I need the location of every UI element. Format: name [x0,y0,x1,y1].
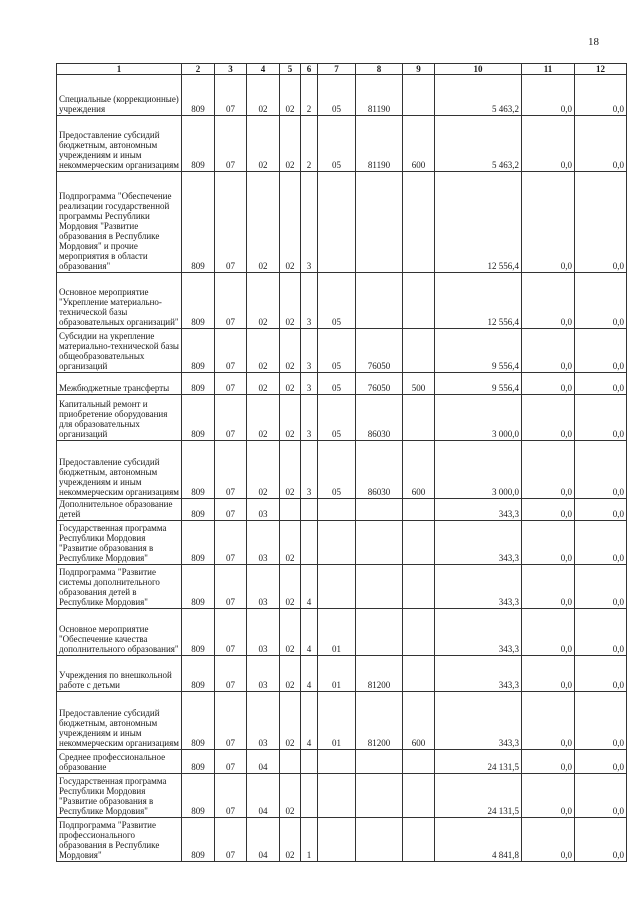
value-cell: 809 [182,656,215,692]
row-name-cell: Субсидии на укрепление материально-технической базы общеобразовательных организаций [57,329,182,373]
value-cell: 02 [280,521,301,565]
value-cell: 3 000,0 [435,441,522,499]
value-cell: 76050 [356,329,403,373]
value-cell: 809 [182,75,215,116]
value-cell: 600 [403,692,435,750]
value-cell: 0,0 [575,521,627,565]
value-cell: 02 [280,116,301,172]
value-cell [356,750,403,774]
value-cell: 02 [247,329,280,373]
value-cell: 07 [215,273,247,329]
value-cell: 07 [215,565,247,609]
value-cell: 03 [247,565,280,609]
value-cell: 0,0 [522,172,575,273]
value-cell: 02 [280,273,301,329]
value-cell: 05 [318,273,356,329]
value-cell: 343,3 [435,609,522,656]
value-cell: 3 [301,329,318,373]
value-cell: 343,3 [435,499,522,521]
value-cell: 81190 [356,75,403,116]
value-cell: 0,0 [575,609,627,656]
value-cell: 343,3 [435,521,522,565]
table-row [57,441,627,499]
value-cell [403,329,435,373]
value-cell: 4 [301,565,318,609]
row-name-cell: Основное мероприятие "Обеспечение качества дополнительного образования" [57,609,182,656]
row-name-cell: Подпрограмма "Развитие системы дополнительного образования детей в Республике Мордовия" [57,565,182,609]
value-cell: 07 [215,521,247,565]
value-cell: 02 [247,273,280,329]
value-cell [356,521,403,565]
row-name-cell: Учреждения по внешкольной работе с детьми [57,656,182,692]
value-cell: 9 556,4 [435,329,522,373]
value-cell [356,273,403,329]
value-cell [403,656,435,692]
value-cell: 05 [318,441,356,499]
value-cell: 86030 [356,395,403,441]
table-row [57,329,627,373]
column-header: 9 [403,64,435,75]
value-cell: 07 [215,656,247,692]
value-cell [403,609,435,656]
value-cell: 809 [182,774,215,818]
value-cell: 07 [215,75,247,116]
row-name-cell: Межбюджетные трансферты [57,373,182,395]
value-cell: 24 131,5 [435,774,522,818]
row-name-cell: Основное мероприятие "Укрепление материально-технической базы образовательных организаций" [57,273,182,329]
value-cell: 0,0 [522,565,575,609]
value-cell: 03 [247,692,280,750]
value-cell: 809 [182,565,215,609]
row-name-cell: Государственная программа Республики Мордовия "Развитие образования в Республике Мордовия" [57,521,182,565]
value-cell: 01 [318,609,356,656]
value-cell: 809 [182,373,215,395]
table-row [57,75,627,116]
value-cell: 809 [182,116,215,172]
column-header: 2 [182,64,215,75]
value-cell: 07 [215,172,247,273]
value-cell: 03 [247,499,280,521]
row-name-cell: Государственная программа Республики Мордовия "Развитие образования в Республике Мордовия" [57,774,182,818]
value-cell: 5 463,2 [435,75,522,116]
value-cell: 0,0 [575,172,627,273]
table-row [57,116,627,172]
value-cell: 2 [301,75,318,116]
value-cell [356,499,403,521]
value-cell [403,818,435,862]
value-cell: 600 [403,116,435,172]
column-header: 12 [575,64,627,75]
row-name-cell: Подпрограмма "Обеспечение реализации государственной программы Республики Мордовия "Развитие образования в Республике Мордовия" и прочие мероприятия в области образования" [57,172,182,273]
value-cell: 0,0 [575,499,627,521]
value-cell: 01 [318,656,356,692]
value-cell: 81190 [356,116,403,172]
table-row [57,656,627,692]
value-cell: 809 [182,692,215,750]
column-header: 1 [57,64,182,75]
value-cell: 03 [247,609,280,656]
column-header: 8 [356,64,403,75]
value-cell: 343,3 [435,692,522,750]
value-cell [403,499,435,521]
value-cell: 07 [215,750,247,774]
value-cell: 809 [182,329,215,373]
value-cell [318,774,356,818]
value-cell [356,774,403,818]
value-cell: 0,0 [575,329,627,373]
value-cell: 03 [247,656,280,692]
value-cell: 0,0 [575,75,627,116]
table-row [57,692,627,750]
table-row [57,774,627,818]
value-cell: 0,0 [522,75,575,116]
value-cell: 07 [215,499,247,521]
value-cell: 2 [301,116,318,172]
value-cell: 809 [182,273,215,329]
value-cell: 0,0 [522,116,575,172]
row-name-cell: Подпрограмма "Развитие профессионального образования в Республике Мордовия" [57,818,182,862]
value-cell: 0,0 [522,609,575,656]
value-cell: 02 [280,441,301,499]
value-cell: 500 [403,373,435,395]
value-cell: 04 [247,818,280,862]
value-cell: 07 [215,609,247,656]
value-cell: 809 [182,521,215,565]
value-cell [280,750,301,774]
value-cell: 02 [280,565,301,609]
value-cell: 02 [247,441,280,499]
value-cell: 03 [247,521,280,565]
value-cell: 600 [403,441,435,499]
value-cell: 0,0 [522,750,575,774]
column-header: 7 [318,64,356,75]
value-cell: 0,0 [575,373,627,395]
value-cell: 0,0 [575,692,627,750]
column-header: 11 [522,64,575,75]
value-cell: 05 [318,75,356,116]
table-header-row [57,64,627,75]
value-cell: 343,3 [435,656,522,692]
value-cell: 12 556,4 [435,172,522,273]
value-cell: 07 [215,395,247,441]
table-row [57,818,627,862]
value-cell: 0,0 [522,395,575,441]
value-cell [318,521,356,565]
row-name-cell: Предоставление субсидий бюджетным, автономным учреждениям и иным некоммерческим организациям [57,116,182,172]
value-cell [280,499,301,521]
value-cell: 3 [301,395,318,441]
value-cell: 02 [280,329,301,373]
value-cell: 02 [280,609,301,656]
value-cell: 02 [247,373,280,395]
value-cell: 809 [182,172,215,273]
value-cell: 0,0 [575,750,627,774]
value-cell: 4 [301,692,318,750]
value-cell: 3 000,0 [435,395,522,441]
value-cell: 0,0 [575,818,627,862]
value-cell: 07 [215,818,247,862]
value-cell: 81200 [356,656,403,692]
row-name-cell: Предоставление субсидий бюджетным, автономным учреждениям и иным некоммерческим организациям [57,441,182,499]
row-name-cell: Специальные (коррекционные) учреждения [57,75,182,116]
value-cell: 01 [318,692,356,750]
value-cell [318,750,356,774]
value-cell [318,172,356,273]
value-cell: 0,0 [575,656,627,692]
value-cell [356,818,403,862]
value-cell: 0,0 [522,818,575,862]
value-cell [356,565,403,609]
value-cell: 07 [215,116,247,172]
value-cell [403,750,435,774]
value-cell: 0,0 [522,521,575,565]
value-cell: 809 [182,499,215,521]
value-cell: 07 [215,441,247,499]
value-cell: 0,0 [575,116,627,172]
table-row [57,609,627,656]
column-header: 3 [215,64,247,75]
row-name-cell: Среднее профессиональное образование [57,750,182,774]
value-cell: 4 [301,656,318,692]
row-name-cell: Предоставление субсидий бюджетным, автономным учреждениям и иным некоммерческим организациям [57,692,182,750]
value-cell: 3 [301,172,318,273]
value-cell: 02 [247,395,280,441]
value-cell: 02 [280,656,301,692]
table-row [57,521,627,565]
value-cell: 0,0 [522,273,575,329]
value-cell: 0,0 [575,774,627,818]
value-cell [356,172,403,273]
value-cell [403,774,435,818]
value-cell: 5 463,2 [435,116,522,172]
value-cell: 05 [318,373,356,395]
value-cell: 0,0 [575,565,627,609]
value-cell: 02 [280,818,301,862]
value-cell: 0,0 [522,441,575,499]
value-cell: 0,0 [575,395,627,441]
value-cell: 0,0 [575,273,627,329]
value-cell [318,499,356,521]
value-cell: 343,3 [435,565,522,609]
value-cell: 4 841,8 [435,818,522,862]
value-cell [301,521,318,565]
value-cell [403,565,435,609]
value-cell: 0,0 [575,441,627,499]
value-cell [403,273,435,329]
value-cell: 3 [301,441,318,499]
value-cell: 02 [247,172,280,273]
value-cell: 4 [301,609,318,656]
page-number: 18 [588,36,599,48]
value-cell [301,499,318,521]
table-row [57,499,627,521]
column-header: 10 [435,64,522,75]
value-cell: 9 556,4 [435,373,522,395]
value-cell: 07 [215,373,247,395]
table-row [57,172,627,273]
value-cell [403,75,435,116]
value-cell: 07 [215,692,247,750]
value-cell: 02 [280,692,301,750]
value-cell: 0,0 [522,692,575,750]
value-cell: 04 [247,750,280,774]
table-row [57,750,627,774]
value-cell: 05 [318,395,356,441]
table-row [57,565,627,609]
value-cell: 809 [182,818,215,862]
value-cell: 1 [301,818,318,862]
value-cell [403,395,435,441]
table-row [57,273,627,329]
value-cell [403,521,435,565]
value-cell: 24 131,5 [435,750,522,774]
value-cell: 02 [280,373,301,395]
column-header: 5 [280,64,301,75]
row-name-cell: Дополнительное образование детей [57,499,182,521]
column-header: 4 [247,64,280,75]
value-cell: 0,0 [522,373,575,395]
value-cell: 04 [247,774,280,818]
value-cell: 05 [318,116,356,172]
column-header: 6 [301,64,318,75]
value-cell: 3 [301,373,318,395]
value-cell: 07 [215,329,247,373]
value-cell: 76050 [356,373,403,395]
value-cell: 05 [318,329,356,373]
row-name-cell: Капитальный ремонт и приобретение оборудования для образовательных организаций [57,395,182,441]
table-row [57,373,627,395]
value-cell: 809 [182,395,215,441]
value-cell: 3 [301,273,318,329]
value-cell [356,609,403,656]
value-cell: 0,0 [522,329,575,373]
value-cell: 81200 [356,692,403,750]
value-cell [318,818,356,862]
value-cell: 809 [182,441,215,499]
value-cell [403,172,435,273]
value-cell: 0,0 [522,499,575,521]
value-cell: 86030 [356,441,403,499]
value-cell: 02 [280,395,301,441]
table-row [57,395,627,441]
value-cell: 0,0 [522,774,575,818]
value-cell: 0,0 [522,656,575,692]
value-cell: 809 [182,609,215,656]
value-cell: 12 556,4 [435,273,522,329]
value-cell: 02 [247,75,280,116]
value-cell [301,750,318,774]
value-cell: 02 [280,172,301,273]
value-cell: 02 [247,116,280,172]
value-cell: 02 [280,774,301,818]
budget-table [56,63,627,862]
value-cell: 809 [182,750,215,774]
value-cell [301,774,318,818]
value-cell [318,565,356,609]
value-cell: 07 [215,774,247,818]
value-cell: 02 [280,75,301,116]
